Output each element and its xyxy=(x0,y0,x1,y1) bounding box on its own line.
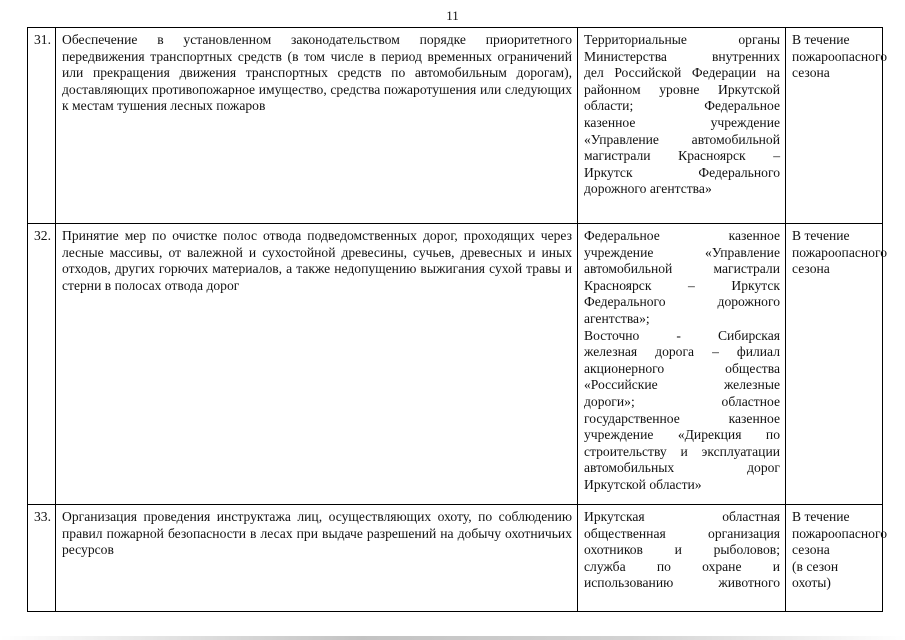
responsible-executors xyxy=(578,505,786,612)
table-row xyxy=(28,505,883,612)
responsible-line: использованию животного xyxy=(584,575,780,591)
responsible-line: агентства»; xyxy=(584,310,650,326)
responsible-line: Министерства внутренних xyxy=(584,48,780,64)
table-row xyxy=(28,28,883,224)
responsible-line: государственное казенное xyxy=(584,410,780,426)
deadline-line: В течение xyxy=(792,32,850,47)
deadline xyxy=(786,505,887,612)
measure-description: Обеспечение в установленном законодательством порядке приоритетного передвижения транспортных средств (в том числе в период временных ограничений или прекращения движения транспортных средств по автомобильным дорогам), доставляющих противопожарное имущество, средства пожаротушения или следующих к местам тушения лесных пожаров xyxy=(56,28,578,224)
responsible-line: автомобильной магистрали xyxy=(584,261,780,277)
responsible-line: учреждение «Управление xyxy=(584,244,780,260)
deadline xyxy=(786,224,887,505)
responsible-executors xyxy=(578,28,786,224)
responsible-line: Федеральное казенное xyxy=(584,228,780,243)
responsible-line: учреждение «Дирекция по xyxy=(584,427,780,443)
row-number: 31. xyxy=(28,28,56,224)
deadline-line: сезона xyxy=(792,65,830,81)
responsible-line: казенное учреждение xyxy=(584,114,780,130)
deadline-line: В течение xyxy=(792,228,850,243)
responsible-line: районном уровне Иркутской xyxy=(584,81,780,97)
responsible-line: Иркутск Федерального xyxy=(584,164,780,180)
scan-edge xyxy=(0,636,905,640)
deadline-line: сезона xyxy=(792,542,830,558)
deadline-line: пожароопасного xyxy=(792,525,887,541)
responsible-line: служба по охране и xyxy=(584,558,780,574)
deadline-line: пожароопасного xyxy=(792,244,887,260)
responsible-line: общественная организация xyxy=(584,525,780,541)
deadline-line: (в сезон охоты) xyxy=(792,558,839,591)
responsible-line: Иркутской области» xyxy=(584,476,702,492)
responsible-line: охотников и рыболовов; xyxy=(584,542,780,558)
measures-table xyxy=(27,27,887,612)
responsible-line: Федерального дорожного xyxy=(584,294,780,310)
responsible-line: Территориальные органы xyxy=(584,32,780,47)
responsible-line: «Российские железные xyxy=(584,377,780,393)
measure-description: Организация проведения инструктажа лиц, осуществляющих охоту, по соблюдению правил пожарной безопасности в лесах при выдаче разрешений на добычу охотничьих ресурсов xyxy=(56,505,578,612)
responsible-line: магистрали Красноярск – xyxy=(584,148,780,164)
deadline-line: пожароопасного xyxy=(792,48,887,64)
responsible-executors xyxy=(578,224,786,505)
responsible-line: Красноярск – Иркутск xyxy=(584,277,780,293)
responsible-line: дороги»; областное xyxy=(584,393,780,409)
measure-description: Принятие мер по очистке полос отвода подведомственных дорог, проходящих через лесные массивы, от валежной и сухостойной древесины, сучьев, древесных и иных отходов, других горючих материалов, а также недопущению выжигания сухой травы и стерни в полосах отвода дорог xyxy=(56,224,578,505)
deadline-line: В течение xyxy=(792,509,850,524)
responsible-line: железная дорога – филиал xyxy=(584,344,780,360)
deadline xyxy=(786,28,887,224)
responsible-line: Иркутская областная xyxy=(584,509,780,524)
responsible-line: дел Российской Федерации на xyxy=(584,65,780,81)
page-number: 11 xyxy=(446,8,459,23)
row-number: 33. xyxy=(28,505,56,612)
table-row xyxy=(28,224,883,505)
responsible-line: строительству и эксплуатации xyxy=(584,443,780,459)
responsible-line: области; Федеральное xyxy=(584,98,780,114)
row-number: 32. xyxy=(28,224,56,505)
responsible-line: «Управление автомобильной xyxy=(584,131,780,147)
responsible-line: Восточно - Сибирская xyxy=(584,327,780,343)
deadline-line: сезона xyxy=(792,261,830,277)
responsible-line: акционерного общества xyxy=(584,360,780,376)
responsible-line: автомобильных дорог xyxy=(584,460,780,476)
responsible-line: дорожного агентства» xyxy=(584,181,712,197)
